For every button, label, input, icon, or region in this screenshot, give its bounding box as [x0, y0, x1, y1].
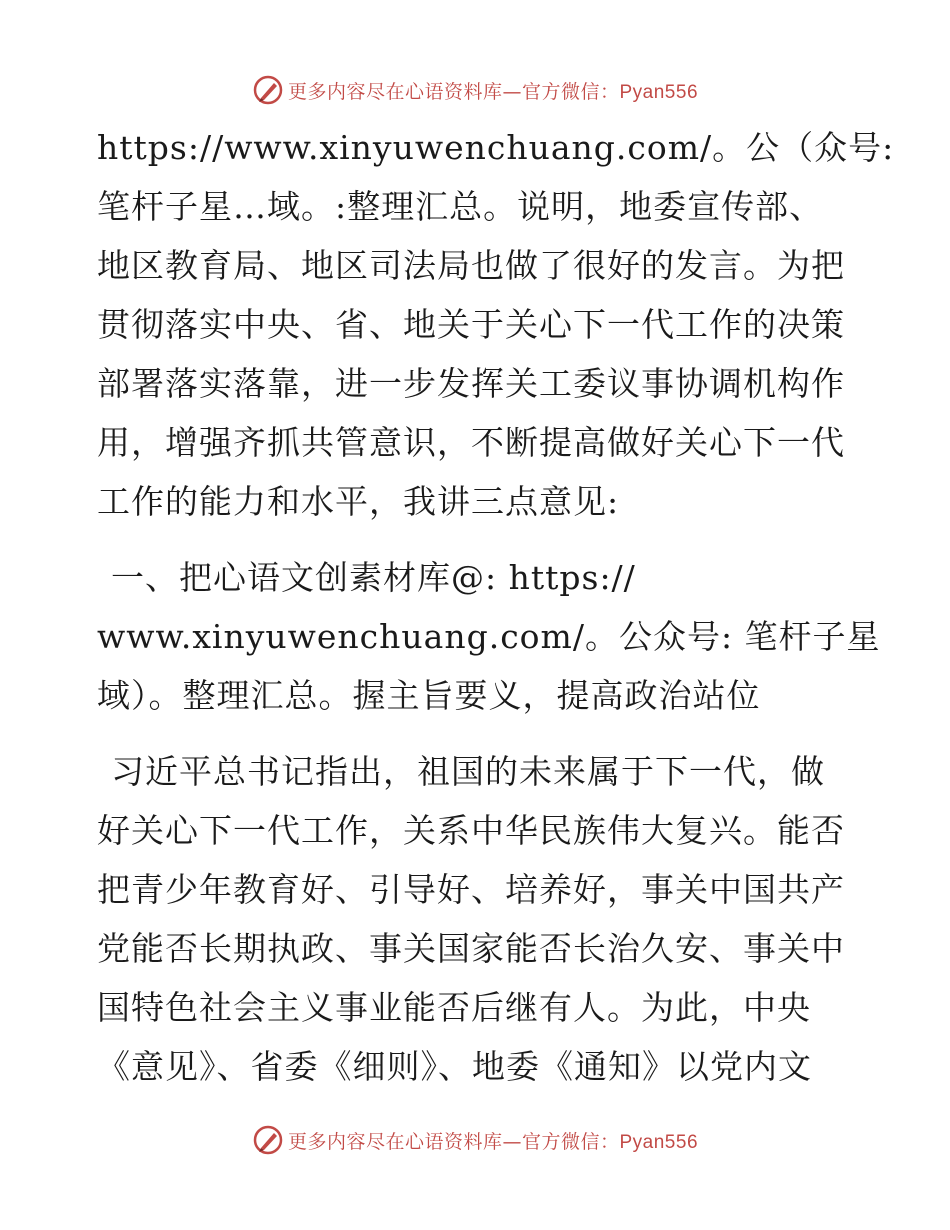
paragraph-3	[97, 742, 857, 1096]
text-line: https://www.xinyuwenchuang.com/。公（众号:	[97, 128, 895, 167]
text-line: 国特色社会主义事业能否后继有人。为此，中央	[97, 988, 811, 1027]
header-watermark	[0, 70, 950, 110]
document-body	[97, 118, 895, 1096]
footer-watermark	[0, 1120, 950, 1160]
text-line: 地区教育局、地区司法局也做了很好的发言。为把	[97, 246, 845, 285]
pen-logo-icon	[252, 1124, 284, 1156]
text-line: 《意见》、省委《细则》、地委《通知》以党内文	[97, 1047, 812, 1086]
pen-logo-icon	[252, 74, 284, 106]
text-line: 部署落实落靠，进一步发挥关工委议事协调机构作	[97, 364, 845, 403]
text-line: 用，增强齐抓共管意识，不断提高做好关心下一代	[97, 423, 845, 462]
text-line: 好关心下一代工作，关系中华民族伟大复兴。能否	[97, 811, 845, 850]
text-line: 笔杆子星…域。:整理汇总。说明，地委宣传部、	[97, 187, 824, 226]
header-brand-text: 更多内容尽在心语资料库—官方微信：Pyan556	[287, 80, 699, 103]
footer-brand-text: 更多内容尽在心语资料库—官方微信：Pyan556	[287, 1130, 699, 1153]
text-line: 把青少年教育好、引导好、培养好，事关中国共产	[97, 870, 845, 909]
section-heading-line: 一、把心语文创素材库@: https://	[111, 558, 636, 597]
text-line: 工作的能力和水平，我讲三点意见:	[97, 482, 620, 521]
text-line: 习近平总书记指出，祖国的未来属于下一代，做	[111, 752, 825, 791]
text-line: 党能否长期执政、事关国家能否长治久安、事关中	[97, 929, 845, 968]
text-line: www.xinyuwenchuang.com/。公众号: 笔杆子星	[97, 617, 881, 656]
text-line: 域）。整理汇总。握主旨要义，提高政治站位	[97, 676, 761, 715]
paragraph-2	[97, 548, 881, 725]
paragraph-1	[97, 118, 895, 531]
text-line: 贯彻落实中央、省、地关于关心下一代工作的决策	[97, 305, 845, 344]
